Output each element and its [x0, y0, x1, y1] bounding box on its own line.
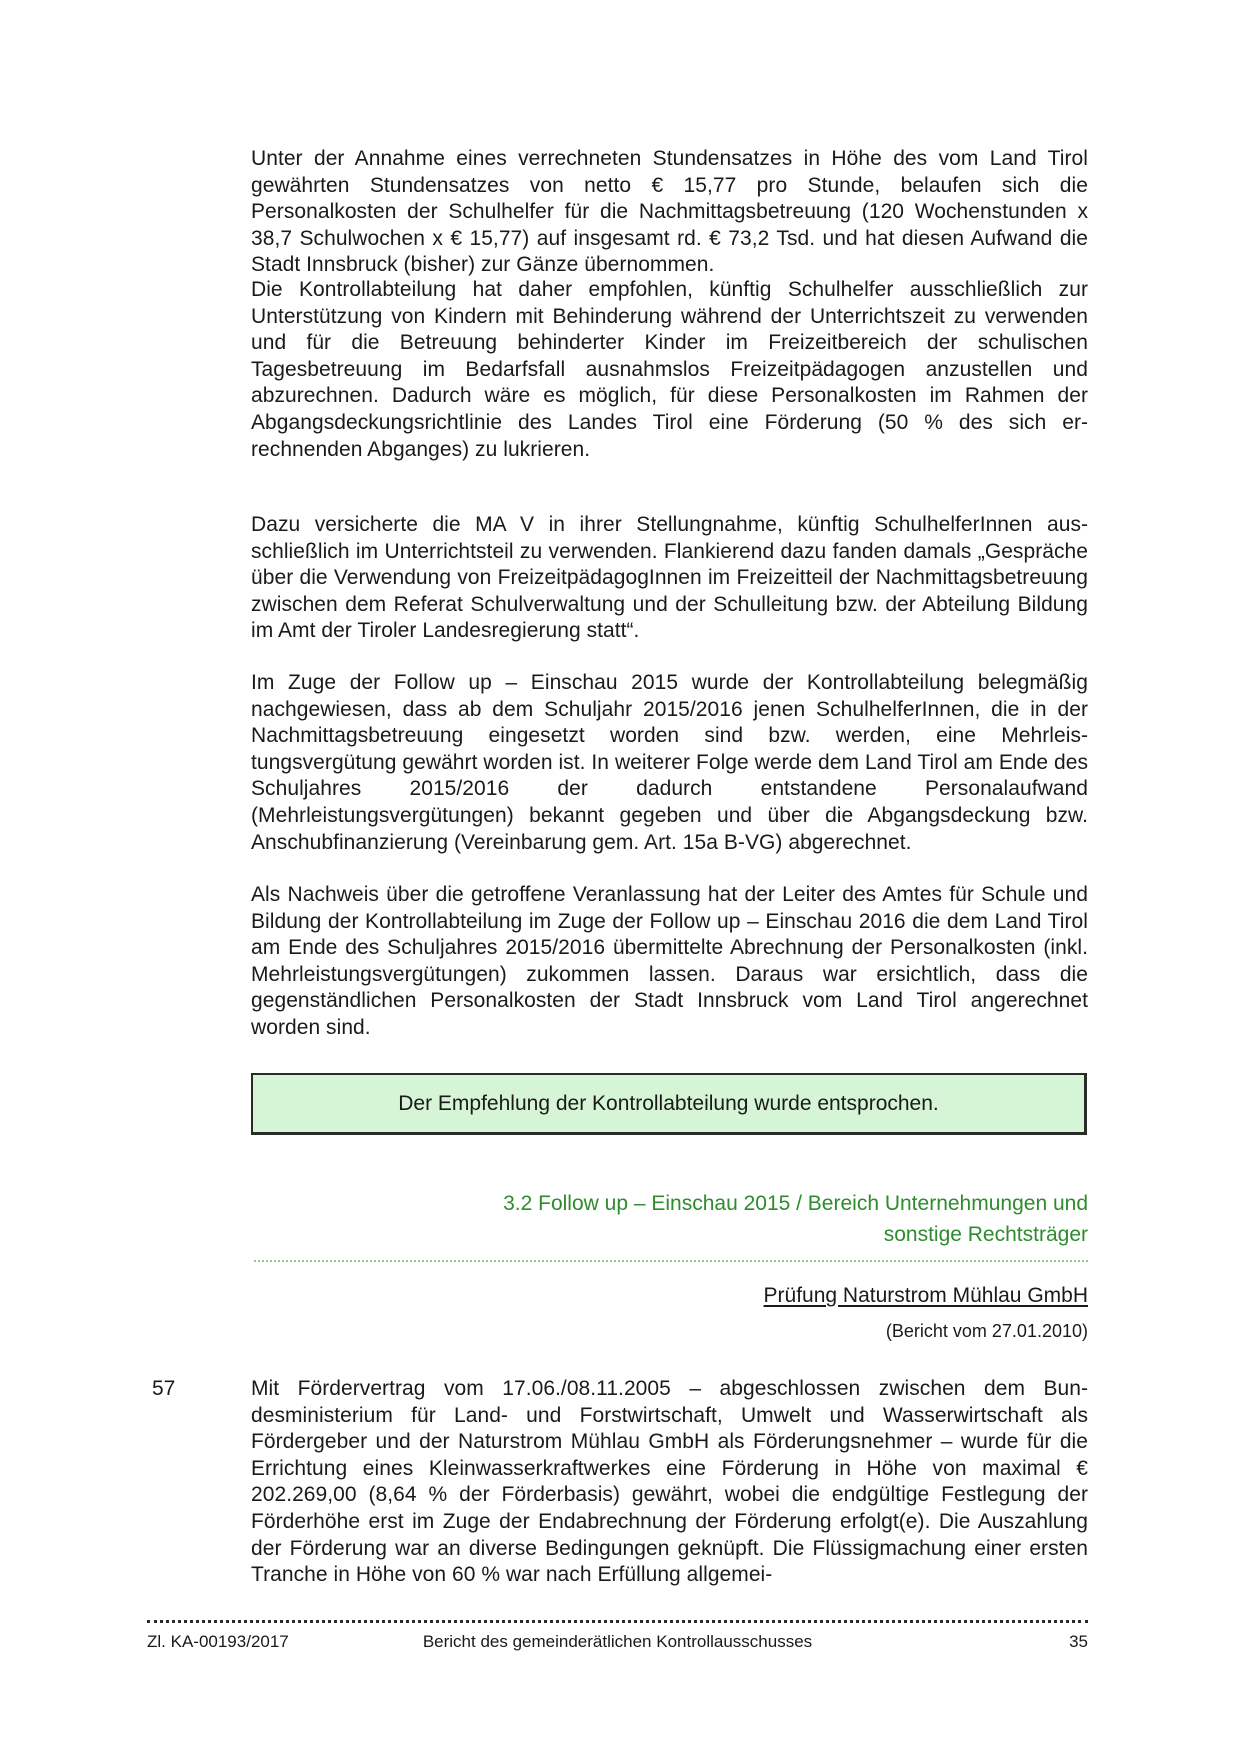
section-heading-line-1: 3.2 Follow up – Einschau 2015 / Bereich Unternehmungen und: [503, 1192, 1088, 1215]
footer-divider: [147, 1620, 1088, 1623]
paragraph-stellungnahme: Dazu versicherte die MA V in ihrer Stellungnahme, künftig SchulhelferInnen ausschließlich im Unterrichtsteil zu verwenden. Flankierend dazu fanden damals „Gespräche über die Verwendung von FreizeitpädagogInnen im Freizeitteil der Nachmittagsbetreuung zwischen dem Referat Schulverwaltung und der Schulleitung bzw. der Abteilung Bildung im Amt der Tiroler Landesregierung statt“.: [251, 513, 1088, 643]
footer-reference: Zl. KA-00193/2017: [147, 1632, 289, 1651]
page-footer: [147, 1630, 1088, 1654]
footer-title: Bericht des gemeinderätlichen Kontrollausschusses: [422, 1632, 813, 1651]
footer-page-number: 35: [1069, 1632, 1088, 1651]
recommendation-status-text: Der Empfehlung der Kontrollabteilung wurde entsprochen.: [398, 1091, 939, 1115]
paragraph-empfehlung: Die Kontrollabteilung hat daher empfohlen, künftig Schulhelfer ausschließlich zur Unterstützung von Kindern mit Behinderung während der Unterrichtszeit zu verwenden und für die Betreuung behinderter Kinder im Freizeitbereich der schulischen Tagesbetreuung im Bedarfsfall ausnahmslos Freizeitpädagogen anzustellen und abzurechnen. Dadurch wäre es möglich, für diese Personalkosten im Rahmen der Abgangsdeckungsrichtlinie des Landes Tirol eine Förderung (50 % des sich errechnenden Abganges) zu lukrieren.: [251, 278, 1088, 461]
paragraph-number: 57: [152, 1377, 176, 1400]
section-divider: [254, 1260, 1088, 1262]
section-heading-line-2: sonstige Rechtsträger: [883, 1223, 1088, 1246]
paragraph-follow-up-2015: Im Zuge der Follow up – Einschau 2015 wurde der Kontrollabteilung belegmäßig nachgewiesen, dass ab dem Schuljahr 2015/2016 jenen SchulhelferInnen, die in der Nachmittagsbetreuung eingesetzt worden sind bzw. werden, eine Mehrleistungsvergütung gewährt worden ist. In weiterer Folge werde dem Land Tirol am Ende des Schuljahres 2015/2016 der dadurch entstandene Personalaufwand (Mehrleistungsvergütungen) bekannt gegeben und über die Abgangsdeckung bzw. Anschubfinanzierung (Vereinbarung gem. Art. 15a B-VG) abgerechnet.: [251, 671, 1088, 854]
audit-title: Prüfung Naturstrom Mühlau GmbH: [763, 1284, 1088, 1307]
paragraph-stundensatz: Unter der Annahme eines verrechneten Stundensatzes in Höhe des vom Land Tirol gewährten Stundensatzes von netto € 15,77 pro Stunde, belaufen sich die Personalkosten der Schulhelfer für die Nachmittagsbetreuung (120 Wochenstunden x 38,7 Schulwochen x € 15,77) auf insgesamt rd. € 73,2 Tsd. und hat diesen Aufwand die Stadt Innsbruck (bisher) zur Gänze übernommen.: [251, 147, 1088, 277]
recommendation-status-box: [251, 1073, 1087, 1135]
report-date: (Bericht vom 27.01.2010): [885, 1321, 1088, 1341]
paragraph-nachweis: Als Nachweis über die getroffene Veranlassung hat der Leiter des Amtes für Schule und Bildung der Kontrollabteilung im Zuge der Follow up – Einschau 2016 die dem Land Tirol am Ende des Schuljahres 2015/2016 übermittelte Abrechnung der Personalkosten (inkl. Mehrleistungsvergütungen) zukommen lassen. Daraus war ersichtlich, dass die gegenständlichen Personalkosten der Stadt Innsbruck vom Land Tirol angerechnet worden sind.: [251, 883, 1088, 1039]
section-heading: [251, 1188, 1088, 1250]
paragraph-foerdervertrag: Mit Fördervertrag vom 17.06./08.11.2005 – abgeschlossen zwischen dem Bundesministerium für Land- und Forstwirtschaft, Umwelt und Wasserwirtschaft als Fördergeber und der Naturstrom Mühlau GmbH als Förderungsnehmer – wurde für die Errichtung eines Kleinwasserkraftwerkes eine Förderung in Höhe von maximal € 202.269,00 (8,64 % der Förderbasis) gewährt, wobei die endgültige Festlegung der Förderhöhe erst im Zuge der Endabrechnung der Förderung erfolgt(e). Die Auszahlung der Förderung war an diverse Bedingungen geknüpft. Die Flüssigmachung einer ersten Tranche in Höhe von 60 % war nach Erfüllung allgemei-: [251, 1377, 1088, 1587]
